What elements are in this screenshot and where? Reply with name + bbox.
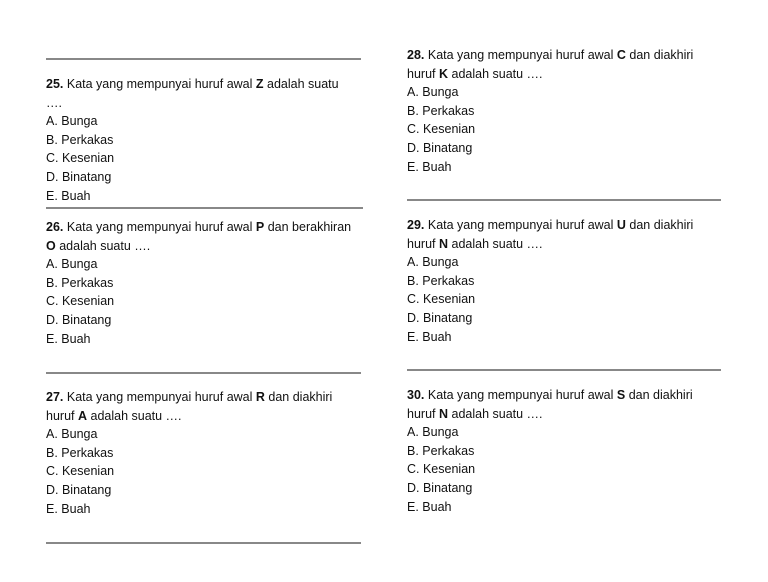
- option-c: C. Kesenian: [407, 462, 476, 477]
- question-stem: 30. Kata yang mempunyai huruf awal S dan diakhiri huruf N adalah suatu ….: [407, 388, 693, 421]
- question-stem: 28. Kata yang mempunyai huruf awal C dan diakhiri huruf K adalah suatu ….: [407, 48, 694, 81]
- option-b: B. Perkakas: [46, 275, 114, 290]
- divider-line: [407, 199, 721, 201]
- option-e: E. Buah: [407, 159, 452, 174]
- option-b: B. Perkakas: [407, 273, 475, 288]
- key-letter: O: [46, 238, 56, 253]
- option-a: A. Bunga: [407, 85, 459, 100]
- question-stem: 26. Kata yang mempunyai huruf awal P dan berakhiran O adalah suatu ….: [46, 220, 352, 253]
- question-number: 26.: [46, 220, 64, 234]
- option-c: C. Kesenian: [407, 122, 476, 137]
- question-26: [46, 218, 371, 348]
- key-letter: N: [438, 406, 449, 421]
- option-c: C. Kesenian: [407, 292, 476, 307]
- question-28: [407, 46, 707, 176]
- option-b: B. Perkakas: [46, 132, 114, 147]
- option-e: E. Buah: [407, 499, 452, 514]
- option-c: C. Kesenian: [46, 151, 115, 166]
- option-b: B. Perkakas: [407, 103, 475, 118]
- key-letter: R: [255, 390, 265, 404]
- key-letter: K: [438, 66, 449, 81]
- question-number: 27.: [46, 390, 64, 404]
- divider-line: [46, 372, 361, 374]
- question-number: 25.: [46, 77, 64, 91]
- option-a: A. Bunga: [46, 427, 98, 442]
- question-stem: 25. Kata yang mempunyai huruf awal Z adalah suatu ….: [46, 77, 339, 110]
- question-stem: 29. Kata yang mempunyai huruf awal U dan diakhiri huruf N adalah suatu ….: [407, 218, 694, 251]
- divider-line: [46, 542, 361, 544]
- question-27: [46, 388, 364, 518]
- key-letter: A: [77, 408, 88, 423]
- option-c: C. Kesenian: [46, 464, 115, 479]
- key-letter: S: [616, 388, 626, 402]
- option-c: C. Kesenian: [46, 294, 115, 309]
- key-letter: Z: [255, 77, 264, 91]
- divider-line: [46, 58, 361, 60]
- question-number: 29.: [407, 218, 425, 232]
- option-d: D. Binatang: [46, 482, 112, 497]
- option-a: A. Bunga: [407, 425, 459, 440]
- option-d: D. Binatang: [46, 312, 112, 327]
- question-stem: 27. Kata yang mempunyai huruf awal R dan diakhiri huruf A adalah suatu ….: [46, 390, 333, 423]
- option-e: E. Buah: [46, 331, 91, 346]
- question-number: 30.: [407, 388, 425, 402]
- option-a: A. Bunga: [46, 257, 98, 272]
- key-letter: N: [438, 236, 449, 251]
- key-letter: C: [616, 48, 626, 62]
- question-29: [407, 216, 707, 346]
- option-b: B. Perkakas: [407, 443, 475, 458]
- option-d: D. Binatang: [46, 169, 112, 184]
- key-letter: U: [616, 218, 626, 232]
- option-a: A. Bunga: [407, 255, 459, 270]
- option-e: E. Buah: [46, 501, 91, 516]
- option-e: E. Buah: [46, 188, 91, 203]
- key-letter: P: [255, 220, 265, 234]
- option-d: D. Binatang: [407, 310, 473, 325]
- divider-line: [46, 207, 363, 209]
- option-a: A. Bunga: [46, 114, 98, 129]
- option-b: B. Perkakas: [46, 445, 114, 460]
- question-25: [46, 75, 364, 205]
- question-30: [407, 386, 707, 516]
- question-number: 28.: [407, 48, 425, 62]
- option-e: E. Buah: [407, 329, 452, 344]
- divider-line: [407, 369, 721, 371]
- option-d: D. Binatang: [407, 140, 473, 155]
- option-d: D. Binatang: [407, 480, 473, 495]
